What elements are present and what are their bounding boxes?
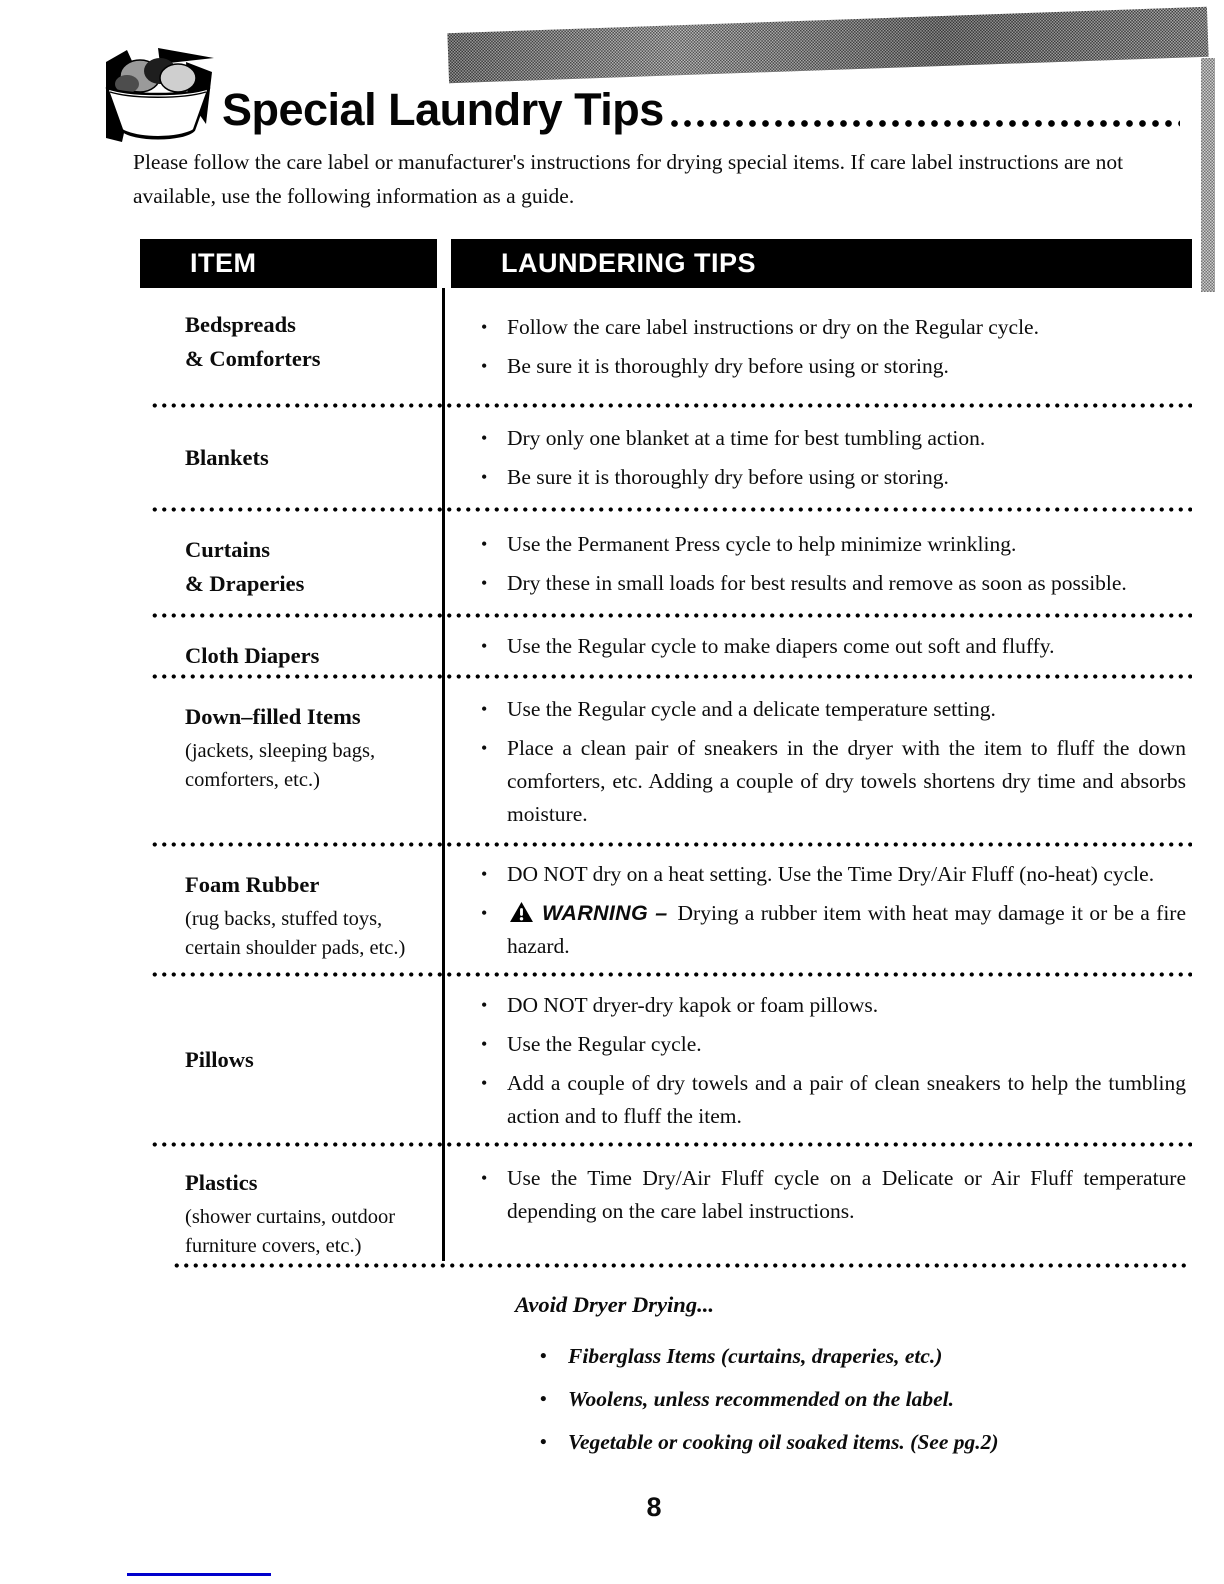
tip-text: Use the Regular cycle and a delicate temperature setting. [507, 697, 996, 721]
tip-text: Use the Regular cycle to make diapers come out soft and fluffy. [507, 634, 1055, 658]
table-row [140, 680, 1192, 841]
page-number: 8 [646, 1492, 662, 1522]
row-separator [150, 971, 1192, 978]
bullet-icon: • [481, 573, 488, 593]
bullet-icon: • [481, 1168, 488, 1188]
tip-text: Be sure it is thoroughly dry before using or storing. [507, 354, 949, 378]
tip-text: Dry only one blanket at a time for best tumbling action. [507, 426, 986, 450]
bullet-icon: • [481, 738, 488, 758]
column-divider-line [442, 288, 445, 1261]
table-row [140, 848, 1192, 971]
item-cell [140, 1148, 437, 1262]
row-separator [172, 1262, 1188, 1269]
item-cell [140, 513, 437, 612]
row-separator [150, 612, 1192, 619]
tip-text: Use the Permanent Press cycle to help minimize wrinkling. [507, 532, 1017, 556]
tip-text: DO NOT dry on a heat setting. Use the Time Dry/Air Fluff (no-heat) cycle. [507, 862, 1155, 886]
tips-table-rows [140, 288, 1192, 1269]
avoid-list [515, 1342, 1095, 1457]
column-header-item: ITEM [140, 239, 437, 288]
table-row [140, 978, 1192, 1141]
avoid-item-text: Fiberglass Items (curtains, draperies, etc.) [568, 1344, 943, 1368]
item-note: (jackets, sleeping bags, comforters, etc.) [185, 740, 376, 791]
page-header [100, 46, 1180, 146]
tip-item [481, 350, 1190, 383]
item-cell [140, 680, 437, 841]
item-cell [140, 1043, 437, 1077]
tip-text: Use the Time Dry/Air Fluff cycle on a Delicate or Air Fluff temperature depending on the care label instructions. [507, 1166, 1186, 1223]
tips-cell [437, 409, 1192, 506]
row-separator [150, 673, 1192, 680]
avoid-section [515, 1292, 1095, 1471]
tips-cell [437, 619, 1192, 673]
item-cell [140, 848, 437, 971]
tips-cell [437, 1148, 1192, 1262]
tip-text: Be sure it is thoroughly dry before using or storing. [507, 465, 949, 489]
tip-item [481, 567, 1190, 600]
avoid-list-item [540, 1342, 1095, 1371]
item-name: Pillows [185, 1046, 254, 1072]
tip-text: Dry these in small loads for best results and remove as soon as possible. [507, 571, 1127, 595]
bullet-icon: • [481, 903, 488, 923]
avoid-item-text: Woolens, unless recommended on the label. [568, 1387, 955, 1411]
column-header-tips: LAUNDERING TIPS [451, 239, 1192, 288]
page-title: Special Laundry Tips [222, 84, 664, 135]
avoid-item-text: Vegetable or cooking oil soaked items. (See pg.2) [568, 1430, 999, 1454]
item-name: Bedspreads [185, 312, 296, 337]
bullet-icon: • [481, 864, 488, 884]
tip-item [481, 422, 1190, 455]
tips-cell [437, 288, 1192, 402]
bullet-icon: • [481, 995, 488, 1015]
tip-item [481, 311, 1190, 344]
tip-item [481, 693, 1190, 726]
tip-item [481, 630, 1190, 663]
item-name: & Draperies [185, 571, 305, 596]
avoid-list-item [540, 1385, 1095, 1414]
tip-item [481, 1162, 1190, 1228]
tip-item [481, 1067, 1190, 1133]
avoid-list-item [540, 1428, 1095, 1457]
table-row [140, 409, 1192, 506]
bullet-icon: • [481, 534, 488, 554]
bullet-icon: • [481, 317, 488, 337]
bullet-icon: • [481, 428, 488, 448]
tip-text: Place a clean pair of sneakers in the dryer with the item to fluff the down comforters, etc. Adding a couple of dry towels shortens dry time and absorbs moisture. [507, 736, 1186, 826]
row-separator [150, 506, 1192, 513]
item-name: Blankets [185, 444, 269, 470]
item-name: Cloth Diapers [185, 643, 320, 668]
item-cell [140, 441, 437, 475]
row-separator [150, 841, 1192, 848]
bullet-icon: • [540, 1389, 547, 1410]
tip-text: Follow the care label instructions or dry on the Regular cycle. [507, 315, 1039, 339]
bullet-icon: • [481, 356, 488, 376]
item-note: (rug backs, stuffed toys, certain shoulder pads, etc.) [185, 908, 406, 959]
bullet-icon: • [481, 699, 488, 719]
tips-cell [437, 978, 1192, 1141]
footer-blue-line [127, 1573, 271, 1576]
bullet-icon: • [540, 1432, 547, 1453]
item-note: (shower curtains, outdoor furniture covers, etc.) [185, 1206, 396, 1257]
item-cell [140, 619, 437, 673]
table-row [140, 513, 1192, 612]
table-header-row [140, 239, 1192, 288]
bullet-icon: • [481, 467, 488, 487]
item-name: Down–filled Items [185, 704, 361, 729]
tip-item [481, 1028, 1190, 1061]
table-row [140, 288, 1192, 402]
intro-paragraph: Please follow the care label or manufacturer's instructions for drying special items. If care label instructions are not available, use the following information as a guide. [133, 150, 1124, 208]
tip-item [481, 897, 1190, 963]
tip-text: DO NOT dryer-dry kapok or foam pillows. [507, 993, 879, 1017]
tip-item [481, 989, 1190, 1022]
laundry-basket-icon [100, 46, 216, 146]
laundry-tips-table [140, 239, 1192, 1269]
item-name: Curtains [185, 537, 271, 562]
item-cell [140, 288, 437, 402]
tip-item [481, 858, 1190, 891]
tip-text: Add a couple of dry towels and a pair of clean sneakers to help the tumbling action and to fluff the item. [507, 1071, 1186, 1128]
scan-noise-strip [1201, 58, 1215, 292]
item-name: & Comforters [185, 346, 321, 371]
tip-item [481, 461, 1190, 494]
table-row [140, 1148, 1192, 1262]
bullet-icon: • [481, 1073, 488, 1093]
table-row [140, 619, 1192, 673]
item-name: Foam Rubber [185, 872, 320, 897]
row-separator [150, 402, 1192, 409]
row-separator [150, 1141, 1192, 1148]
avoid-heading: Avoid Dryer Drying... [515, 1292, 714, 1317]
tips-cell [437, 848, 1192, 971]
bullet-icon: • [481, 636, 488, 656]
title-dot-leader [668, 119, 1180, 128]
warning-label: WARNING – [542, 901, 668, 925]
tip-text: Use the Regular cycle. [507, 1032, 702, 1056]
bullet-icon: • [481, 1034, 488, 1054]
tip-text: WARNING – Drying a rubber item with heat may damage it or be a fire hazard. [507, 901, 1186, 958]
tips-cell [437, 680, 1192, 841]
tip-item [481, 732, 1190, 831]
item-name: Plastics [185, 1170, 258, 1195]
tips-cell [437, 513, 1192, 612]
warning-icon [507, 901, 542, 925]
tip-item [481, 528, 1190, 561]
bullet-icon: • [540, 1346, 547, 1367]
